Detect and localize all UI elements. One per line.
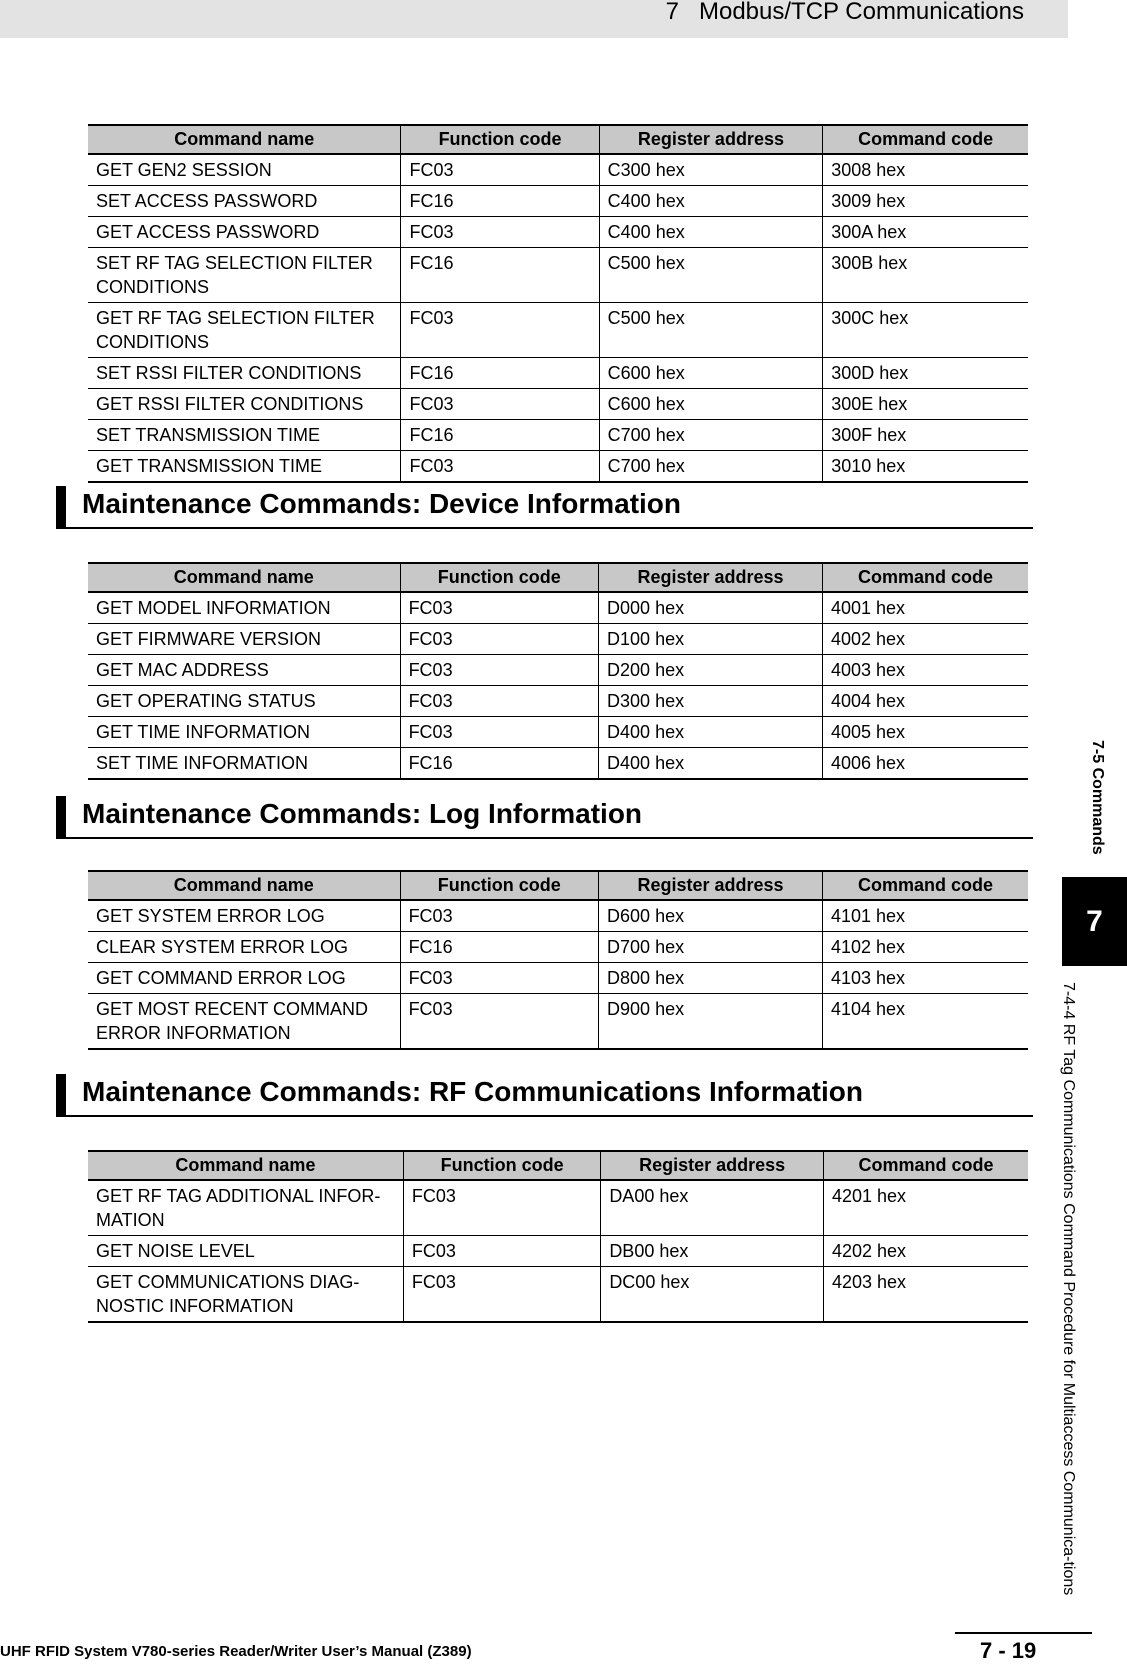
table-cell: C600 hex xyxy=(599,358,823,389)
table-cell: 300A hex xyxy=(823,217,1028,248)
table-cell: GET TRANSMISSION TIME xyxy=(88,451,401,483)
table-cell: FC03 xyxy=(401,154,599,186)
table-cell: C600 hex xyxy=(599,389,823,420)
table-header-row xyxy=(88,871,1028,900)
table-row xyxy=(88,592,1028,624)
table-cell: GET RF TAG SELECTION FILTER CONDITIONS xyxy=(88,303,401,358)
table-cell: 3009 hex xyxy=(823,186,1028,217)
table-cell: SET RSSI FILTER CONDITIONS xyxy=(88,358,401,389)
table-cell: GET MAC ADDRESS xyxy=(88,655,400,686)
table-cell: D400 hex xyxy=(599,748,823,780)
table-cell: FC03 xyxy=(401,389,599,420)
table-cell: 4201 hex xyxy=(823,1180,1028,1236)
table-cell: 3010 hex xyxy=(823,451,1028,483)
table-cell: GET TIME INFORMATION xyxy=(88,717,400,748)
table-cell: GET SYSTEM ERROR LOG xyxy=(88,900,400,932)
table-cell: 4104 hex xyxy=(822,994,1028,1050)
table-row xyxy=(88,963,1028,994)
table-cell: 300C hex xyxy=(823,303,1028,358)
table-cell: SET ACCESS PASSWORD xyxy=(88,186,401,217)
table-cell: FC03 xyxy=(400,900,598,932)
table-cell: C400 hex xyxy=(599,217,823,248)
table-cell: SET TRANSMISSION TIME xyxy=(88,420,401,451)
table-cell: DA00 hex xyxy=(601,1180,824,1236)
table-row xyxy=(88,655,1028,686)
table-cell: C700 hex xyxy=(599,451,823,483)
command-table-rf-info xyxy=(88,1150,1028,1323)
table-cell: GET GEN2 SESSION xyxy=(88,154,401,186)
table-cell: FC16 xyxy=(400,748,598,780)
table-header-row xyxy=(88,125,1028,154)
section-title: Maintenance Commands: RF Communications Information xyxy=(82,1076,863,1107)
table-cell: GET NOISE LEVEL xyxy=(88,1236,403,1267)
table-cell: FC03 xyxy=(400,994,598,1050)
table-cell: DC00 hex xyxy=(601,1267,824,1323)
table-row xyxy=(88,389,1028,420)
table-cell: 300B hex xyxy=(823,248,1028,303)
page-number: 7 - 19 xyxy=(980,1638,1037,1663)
table-cell: FC16 xyxy=(401,420,599,451)
table-cell: C500 hex xyxy=(599,303,823,358)
table-cell: FC03 xyxy=(400,592,598,624)
column-header: Command code xyxy=(823,125,1028,154)
table-cell: D000 hex xyxy=(599,592,823,624)
table-cell: FC16 xyxy=(401,186,599,217)
table-cell: GET FIRMWARE VERSION xyxy=(88,624,400,655)
table-header-row xyxy=(88,563,1028,592)
table-row xyxy=(88,303,1028,358)
chapter-tab: 7 xyxy=(1062,877,1127,966)
table-cell: 3008 hex xyxy=(823,154,1028,186)
table-cell: D400 hex xyxy=(599,717,823,748)
table-cell: C500 hex xyxy=(599,248,823,303)
table-cell: D200 hex xyxy=(599,655,823,686)
table-cell: GET MOST RECENT COMMAND ERROR INFORMATION xyxy=(88,994,400,1050)
table-cell: 300D hex xyxy=(823,358,1028,389)
table-cell: FC03 xyxy=(400,624,598,655)
column-header: Command code xyxy=(822,563,1028,592)
table-cell: D700 hex xyxy=(599,932,823,963)
table-row xyxy=(88,748,1028,780)
column-header: Register address xyxy=(601,1151,824,1180)
side-subsection-label: 7-4-4 RF Tag Communications Command Procedure for Multiaccess Communica-tions xyxy=(1060,982,1077,1596)
table-cell: FC03 xyxy=(400,655,598,686)
table-cell: FC03 xyxy=(401,451,599,483)
table-cell: FC03 xyxy=(400,963,598,994)
table-cell: GET COMMUNICATIONS DIAG-NOSTIC INFORMATION xyxy=(88,1267,403,1323)
table-cell: D900 hex xyxy=(599,994,823,1050)
table-row xyxy=(88,1267,1028,1323)
section-heading-log-info xyxy=(56,796,1033,839)
chapter-title: 7 Modbus/TCP Communications xyxy=(665,0,1024,25)
column-header: Function code xyxy=(400,563,598,592)
table-row xyxy=(88,900,1028,932)
command-table-log-info xyxy=(88,870,1028,1050)
table-row xyxy=(88,248,1028,303)
table-cell: FC03 xyxy=(403,1236,600,1267)
column-header: Command code xyxy=(823,1151,1028,1180)
table-cell: 4003 hex xyxy=(822,655,1028,686)
column-header: Command name xyxy=(88,125,401,154)
table-row xyxy=(88,624,1028,655)
page-header xyxy=(0,0,1068,38)
table-cell: FC16 xyxy=(401,248,599,303)
table-cell: 300E hex xyxy=(823,389,1028,420)
table-cell: D300 hex xyxy=(599,686,823,717)
table-cell: 4203 hex xyxy=(823,1267,1028,1323)
section-heading-rf-info xyxy=(56,1074,1033,1117)
table-cell: FC03 xyxy=(403,1180,600,1236)
table-cell: 4005 hex xyxy=(822,717,1028,748)
table-cell: GET ACCESS PASSWORD xyxy=(88,217,401,248)
section-heading-device-info xyxy=(56,486,1033,529)
table-row xyxy=(88,186,1028,217)
table-cell: FC16 xyxy=(400,932,598,963)
table-row xyxy=(88,932,1028,963)
table-cell: C300 hex xyxy=(599,154,823,186)
table-cell: GET RF TAG ADDITIONAL INFOR-MATION xyxy=(88,1180,403,1236)
column-header: Register address xyxy=(599,871,823,900)
table-cell: SET RF TAG SELECTION FILTER CONDITIONS xyxy=(88,248,401,303)
table-cell: C700 hex xyxy=(599,420,823,451)
table-cell: GET OPERATING STATUS xyxy=(88,686,400,717)
table-cell: 4101 hex xyxy=(822,900,1028,932)
table-cell: 4001 hex xyxy=(822,592,1028,624)
table-cell: GET MODEL INFORMATION xyxy=(88,592,400,624)
column-header: Command name xyxy=(88,563,400,592)
command-table-general xyxy=(88,124,1028,483)
table-cell: 4004 hex xyxy=(822,686,1028,717)
table-cell: GET RSSI FILTER CONDITIONS xyxy=(88,389,401,420)
table-header-row xyxy=(88,1151,1028,1180)
table-row xyxy=(88,358,1028,389)
command-table-device-info xyxy=(88,562,1028,780)
section-title: Maintenance Commands: Device Information xyxy=(82,488,682,519)
side-section-label: 7-5 Commands xyxy=(1089,740,1106,855)
table-cell: 300F hex xyxy=(823,420,1028,451)
table-cell: FC03 xyxy=(401,303,599,358)
table-cell: 4002 hex xyxy=(822,624,1028,655)
table-row xyxy=(88,717,1028,748)
table-cell: FC03 xyxy=(401,217,599,248)
column-header: Command name xyxy=(88,871,400,900)
table-cell: 4202 hex xyxy=(823,1236,1028,1267)
table-cell: FC03 xyxy=(400,686,598,717)
table-cell: FC03 xyxy=(400,717,598,748)
column-header: Function code xyxy=(401,125,599,154)
table-cell: C400 hex xyxy=(599,186,823,217)
table-cell: D100 hex xyxy=(599,624,823,655)
table-row xyxy=(88,1236,1028,1267)
table-cell: FC16 xyxy=(401,358,599,389)
section-title: Maintenance Commands: Log Information xyxy=(82,798,643,829)
table-row xyxy=(88,994,1028,1050)
table-row xyxy=(88,154,1028,186)
footer-rule xyxy=(955,1632,1092,1634)
table-cell: 4103 hex xyxy=(822,963,1028,994)
table-row xyxy=(88,1180,1028,1236)
column-header: Register address xyxy=(599,563,823,592)
table-cell: CLEAR SYSTEM ERROR LOG xyxy=(88,932,400,963)
table-row xyxy=(88,686,1028,717)
table-cell: GET COMMAND ERROR LOG xyxy=(88,963,400,994)
column-header: Command name xyxy=(88,1151,403,1180)
table-cell: 4102 hex xyxy=(822,932,1028,963)
table-cell: D800 hex xyxy=(599,963,823,994)
table-cell: SET TIME INFORMATION xyxy=(88,748,400,780)
table-row xyxy=(88,217,1028,248)
table-cell: DB00 hex xyxy=(601,1236,824,1267)
table-cell: 4006 hex xyxy=(822,748,1028,780)
table-cell: D600 hex xyxy=(599,900,823,932)
column-header: Function code xyxy=(403,1151,600,1180)
table-row xyxy=(88,451,1028,483)
column-header: Command code xyxy=(822,871,1028,900)
column-header: Function code xyxy=(400,871,598,900)
table-cell: FC03 xyxy=(403,1267,600,1323)
column-header: Register address xyxy=(599,125,823,154)
table-row xyxy=(88,420,1028,451)
manual-title: UHF RFID System V780-series Reader/Writer User’s Manual (Z389) xyxy=(0,1643,472,1660)
